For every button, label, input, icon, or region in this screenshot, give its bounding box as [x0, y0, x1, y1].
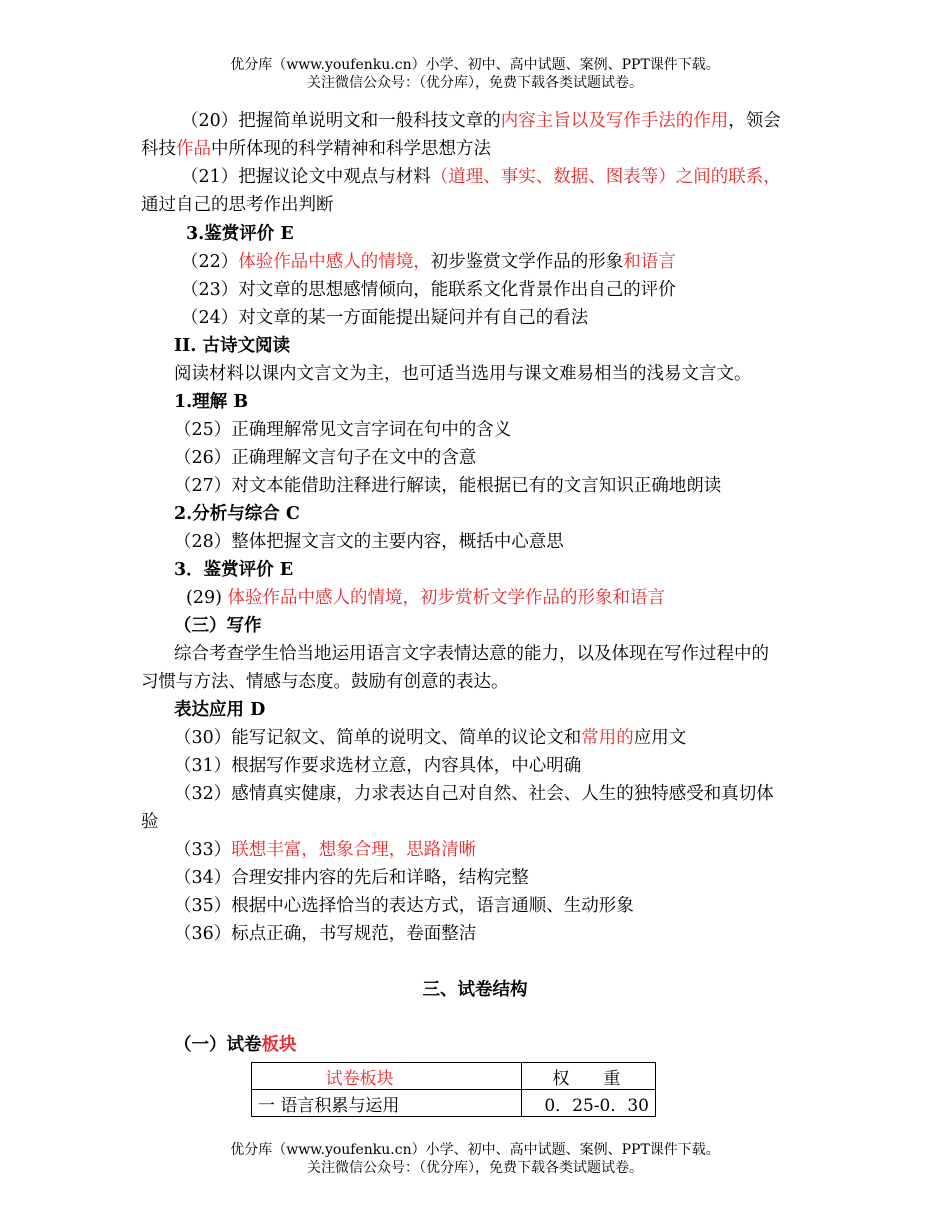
part-3-title: 三、试卷结构 [422, 980, 528, 1000]
table-cell-weight: 0．25-0．30 [522, 1090, 656, 1117]
writing-desc-line-2: 习惯与方法、情感与态度。鼓励有创意的表达。 [141, 672, 509, 692]
item-22-num: （22） [181, 252, 239, 272]
item-33-highlight: 联想丰富，想象合理，思路清晰 [231, 840, 477, 860]
item-30-text-tail: 应用文 [633, 728, 687, 748]
page-footer [0, 1141, 950, 1177]
section-analysis-heading: 2.分析与综合 C [174, 504, 300, 524]
item-32-line-1: （32）感情真实健康，力求表达自己对自然、社会、人生的独特感受和真切体 [174, 784, 774, 804]
item-22-text: 初步鉴赏文学作品的形象 [430, 252, 624, 272]
item-33 [174, 837, 476, 863]
section-appreciation-heading-2: 3．鉴赏评价 E [174, 560, 294, 580]
item-20-text-3: 中所体现的科学精神和科学思想方法 [211, 139, 491, 159]
part-3-subheading [174, 1032, 297, 1058]
section-expression-heading: 表达应用 D [174, 700, 266, 720]
item-30-highlight: 常用的 [581, 728, 634, 748]
section-classical-reading-heading: II. 古诗文阅读 [174, 336, 291, 356]
item-20-text-tail: ，领会 [728, 111, 781, 131]
footer-line-1: 优分库（www.youfenku.cn）小学、初中、高中试题、案例、PPT课件下载。 [230, 1142, 720, 1158]
item-26: （26）正确理解文言句子在文中的含意 [174, 448, 477, 468]
table-header-row [252, 1063, 656, 1090]
item-27: （27）对文本能借助注释进行解读，能根据已有的文言知识正确地朗读 [174, 476, 722, 496]
item-34: （34）合理安排内容的先后和详略，结构完整 [174, 868, 529, 888]
item-21-line-1 [181, 164, 781, 190]
page-header [0, 56, 950, 92]
item-21-highlight: （道理、事实、数据、图表等）之间的联系， [430, 167, 781, 187]
item-29 [186, 585, 665, 611]
header-line-1: 优分库（www.youfenku.cn）小学、初中、高中试题、案例、PPT课件下载。 [230, 57, 720, 73]
table-cell-block: 一 语言积累与运用 [252, 1090, 522, 1117]
section-understanding-heading: 1.理解 B [174, 392, 249, 412]
table-row [252, 1090, 656, 1117]
item-32-line-2: 验 [141, 812, 159, 832]
item-20-text-2: 科技 [141, 139, 176, 159]
item-20-highlight: 内容主旨以及写作手法的作用 [500, 111, 729, 131]
item-36: （36）标点正确，书写规范，卷面整洁 [174, 924, 477, 944]
footer-line-2: 关注微信公众号：（优分库），免费下载各类试题试卷。 [307, 1160, 643, 1176]
item-28: （28）整体把握文言文的主要内容，概括中心意思 [174, 532, 564, 552]
writing-desc-line-1: 综合考查学生恰当地运用语言文字表情达意的能力，以及体现在写作过程中的 [174, 644, 769, 664]
header-line-2: 关注微信公众号：（优分库），免费下载各类试题试卷。 [307, 75, 643, 91]
item-29-highlight: 体验作品中感人的情境，初步赏析文学作品的形象和语言 [227, 588, 665, 608]
item-24: （24）对文章的某一方面能提出疑问并有自己的看法 [181, 308, 589, 328]
classical-reading-desc: 阅读材料以课内文言文为主，也可适当选用与课文难易相当的浅易文言文。 [174, 364, 752, 384]
item-20-line-1 [181, 108, 781, 134]
item-35: （35）根据中心选择恰当的表达方式，语言通顺、生动形象 [174, 896, 634, 916]
item-29-num: (29) [186, 588, 228, 608]
item-20-line-2 [141, 136, 491, 162]
section-appreciation-heading: 3.鉴赏评价 E [186, 224, 294, 244]
exam-block-table [251, 1062, 656, 1117]
item-30 [174, 725, 686, 751]
part-3-subheading-highlight: 板块 [261, 1035, 297, 1055]
section-writing-heading: （三）写作 [174, 616, 262, 636]
item-33-num: （33） [174, 840, 232, 860]
item-20-highlight-2: 作品 [176, 139, 211, 159]
item-30-text: （30）能写记叙文、简单的说明文、简单的议论文和 [174, 728, 582, 748]
item-20-text: （20）把握简单说明文和一般科技文章的 [181, 111, 501, 131]
table-header-block: 试卷板块 [252, 1063, 522, 1090]
item-23: （23）对文章的思想感情倾向，能联系文化背景作出自己的评价 [181, 280, 676, 300]
item-31: （31）根据写作要求选材立意，内容具体，中心明确 [174, 756, 582, 776]
item-22-highlight-2: 和语言 [623, 252, 676, 272]
item-25: （25）正确理解常见文言字词在句中的含义 [174, 420, 512, 440]
item-21-line-2: 通过自己的思考作出判断 [141, 195, 334, 215]
part-3-subheading-text: （一）试卷 [174, 1035, 262, 1055]
item-22 [181, 249, 676, 275]
table-header-weight: 权 重 [522, 1063, 656, 1090]
item-21-text: （21）把握议论文中观点与材料 [181, 167, 431, 187]
item-22-highlight: 体验作品中感人的情境， [238, 252, 431, 272]
